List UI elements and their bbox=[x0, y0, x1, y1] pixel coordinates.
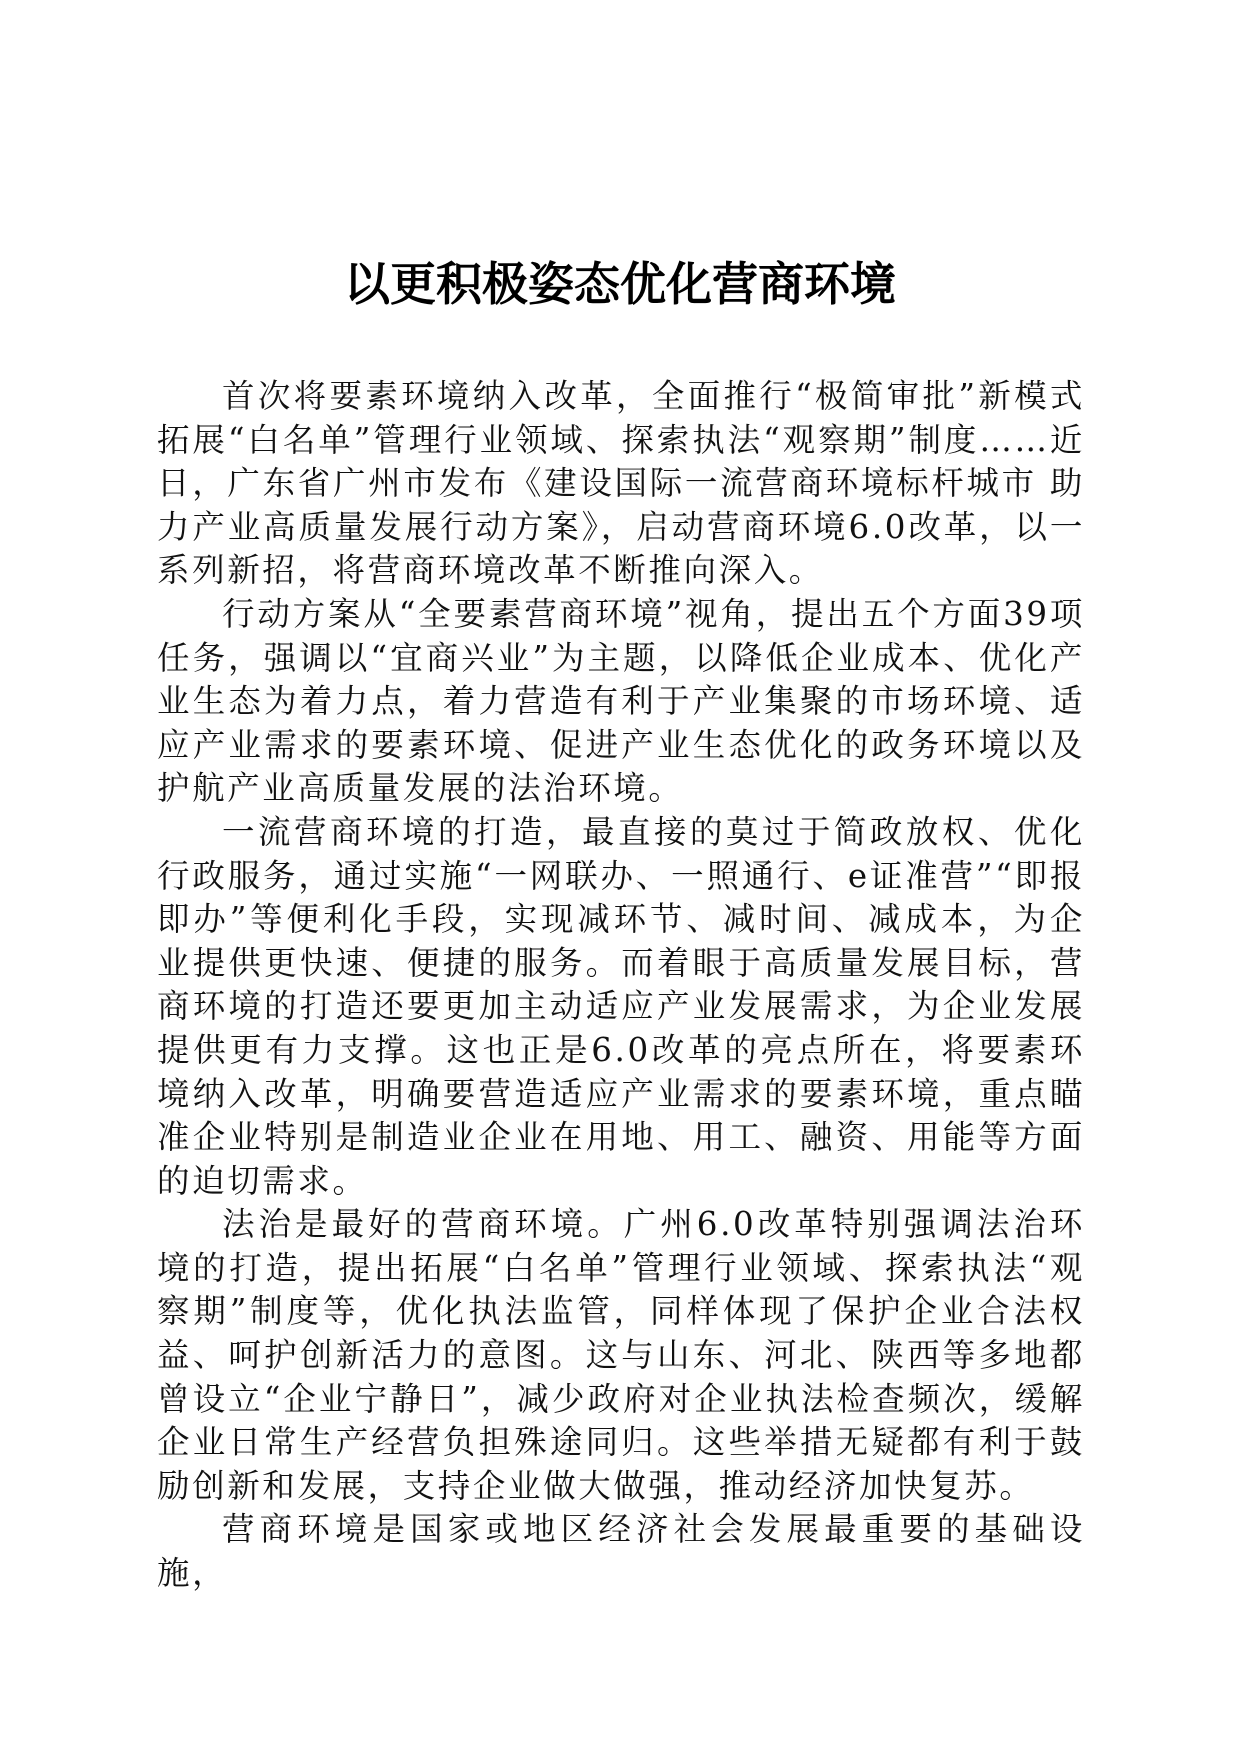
paragraph-3: 一流营商环境的打造，最直接的莫过于简政放权、优化行政服务，通过实施“一网联办、一照通行、e证准营”“即报即办”等便利化手段，实现减环节、减时间、减成本，为企业提供更快速、便捷的服务。而着眼于高质量发展目标，营商环境的打造还要更加主动适应产业发展需求，为企业发展提供更有力支撑。这也正是6.0改革的亮点所在，将要素环境纳入改革，明确要营造适应产业需求的要素环境，重点瞄准企业特别是制造业企业在用地、用工、融资、用能等方面的迫切需求。 bbox=[157, 812, 1085, 1200]
document-body bbox=[157, 375, 1085, 1596]
paragraph-4: 法治是最好的营商环境。广州6.0改革特别强调法治环境的打造，提出拓展“白名单”管理行业领域、探索执法“观察期”制度等，优化执法监管，同样体现了保护企业合法权益、呵护创新活力的意图。这与山东、河北、陕西等多地都曾设立“企业宁静日”，减少政府对企业执法检查频次，缓解企业日常生产经营负担殊途同归。这些举措无疑都有利于鼓励创新和发展，支持企业做大做强，推动经济加快复苏。 bbox=[157, 1205, 1085, 1505]
paragraph-1: 首次将要素环境纳入改革，全面推行“极简审批”新模式拓展“白名单”管理行业领域、探索执法“观察期”制度……近日，广东省广州市发布《建设国际一流营商环境标杆城市 助力产业高质量发展行动方案》，启动营商环境6.0改革，以一系列新招，将营商环境改革不断推向深入。 bbox=[157, 377, 1085, 590]
paragraph-2: 行动方案从“全要素营商环境”视角，提出五个方面39项任务，强调以“宜商兴业”为主题，以降低企业成本、优化产业生态为着力点，着力营造有利于产业集聚的市场环境、适应产业需求的要素环境、促进产业生态优化的政务环境以及护航产业高质量发展的法治环境。 bbox=[157, 594, 1085, 808]
document-title: 以更积极姿态优化营商环境 bbox=[344, 257, 896, 311]
paragraph-5: 营商环境是国家或地区经济社会发展最重要的基础设施， bbox=[157, 1510, 1085, 1593]
